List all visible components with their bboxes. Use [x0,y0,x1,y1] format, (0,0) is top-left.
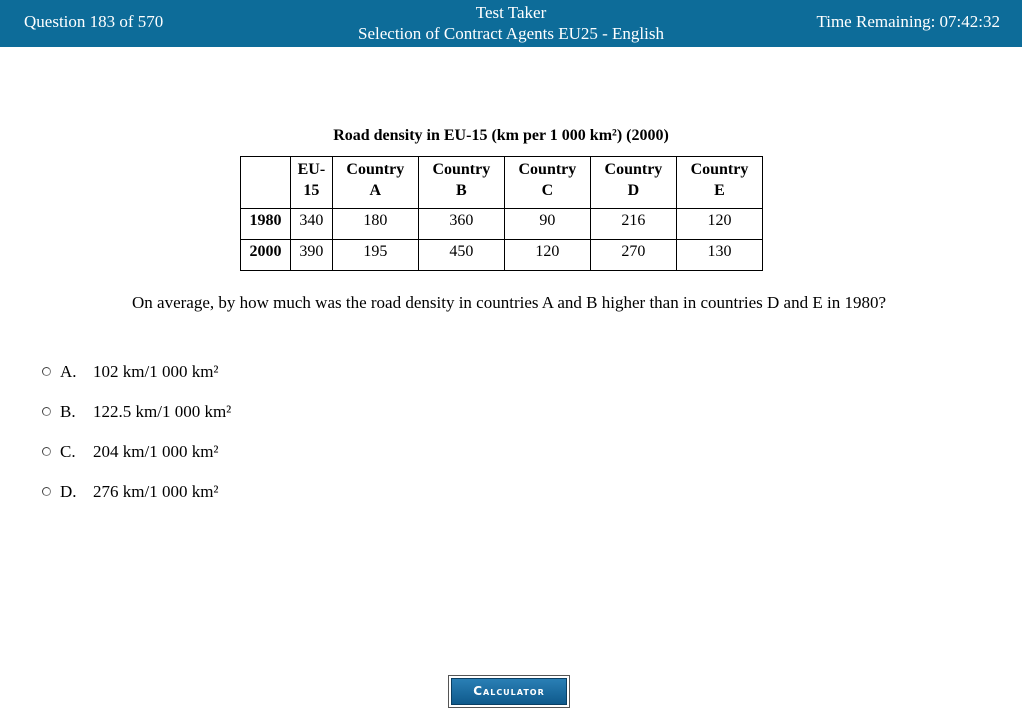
column-header-line2: 15 [303,182,320,199]
column-header-line2: B [456,182,467,199]
question-text: On average, by how much was the road density in countries A and B higher than in countries D and E in 1980? [132,293,886,312]
answer-option-b[interactable] [42,402,231,422]
table-cell: 120 [504,240,590,271]
table-cell: 450 [418,240,504,271]
table-cell: 390 [291,240,333,271]
table-cell: 216 [590,209,676,240]
table-cell: 180 [332,209,418,240]
answer-option-c[interactable] [42,442,219,462]
column-header-line1: Country [690,161,749,178]
column-header-line2: E [714,182,725,199]
column-header [590,157,676,209]
table-cell: 340 [291,209,333,240]
option-text: 204 km/1 000 km² [93,442,219,461]
column-header [332,157,418,209]
row-header: 2000 [241,240,291,271]
column-header-line1: Country [518,161,577,178]
table-corner-cell [241,157,291,209]
exam-subtitle: Selection of Contract Agents EU25 - English [358,24,664,43]
option-letter: D. [60,482,77,501]
option-text: 122.5 km/1 000 km² [93,402,232,421]
table-header-row [241,157,763,209]
column-header [291,157,333,209]
radio-button-icon[interactable] [42,447,51,456]
table-row [241,240,763,271]
app-title: Test Taker [475,3,547,22]
header-bar [0,0,1022,47]
column-header-line2: D [627,182,640,199]
table-cell: 130 [676,240,762,271]
column-header [504,157,590,209]
table-cell: 90 [504,209,590,240]
table-title: Road density in EU-15 (km per 1 000 km²) (2000) [333,127,669,144]
table-cell: 270 [590,240,676,271]
radio-button-icon[interactable] [42,407,51,416]
table-cell: 195 [332,240,418,271]
option-letter: B. [60,402,76,421]
column-header-line1: Country [346,161,405,178]
option-text: 276 km/1 000 km² [93,482,219,501]
column-header-line1: EU- [297,161,326,178]
option-letter: C. [60,442,76,461]
time-remaining: Time Remaining: 07:42:32 [816,12,1000,31]
data-table [240,156,763,271]
column-header-line2: A [369,182,382,199]
row-header: 1980 [241,209,291,240]
table-cell: 120 [676,209,762,240]
column-header-line1: Country [432,161,491,178]
question-counter: Question 183 of 570 [24,12,164,31]
column-header-line2: C [541,182,554,199]
radio-button-icon[interactable] [42,367,51,376]
table-cell: 360 [418,209,504,240]
table-row [241,209,763,240]
calculator-button-label: Calculator [451,678,567,705]
calculator-button[interactable] [448,675,570,708]
column-header [676,157,762,209]
answer-option-d[interactable] [42,482,219,502]
option-letter: A. [60,362,77,381]
column-header [418,157,504,209]
radio-button-icon[interactable] [42,487,51,496]
column-header-line1: Country [604,161,663,178]
answer-option-a[interactable] [42,362,219,382]
option-text: 102 km/1 000 km² [93,362,219,381]
